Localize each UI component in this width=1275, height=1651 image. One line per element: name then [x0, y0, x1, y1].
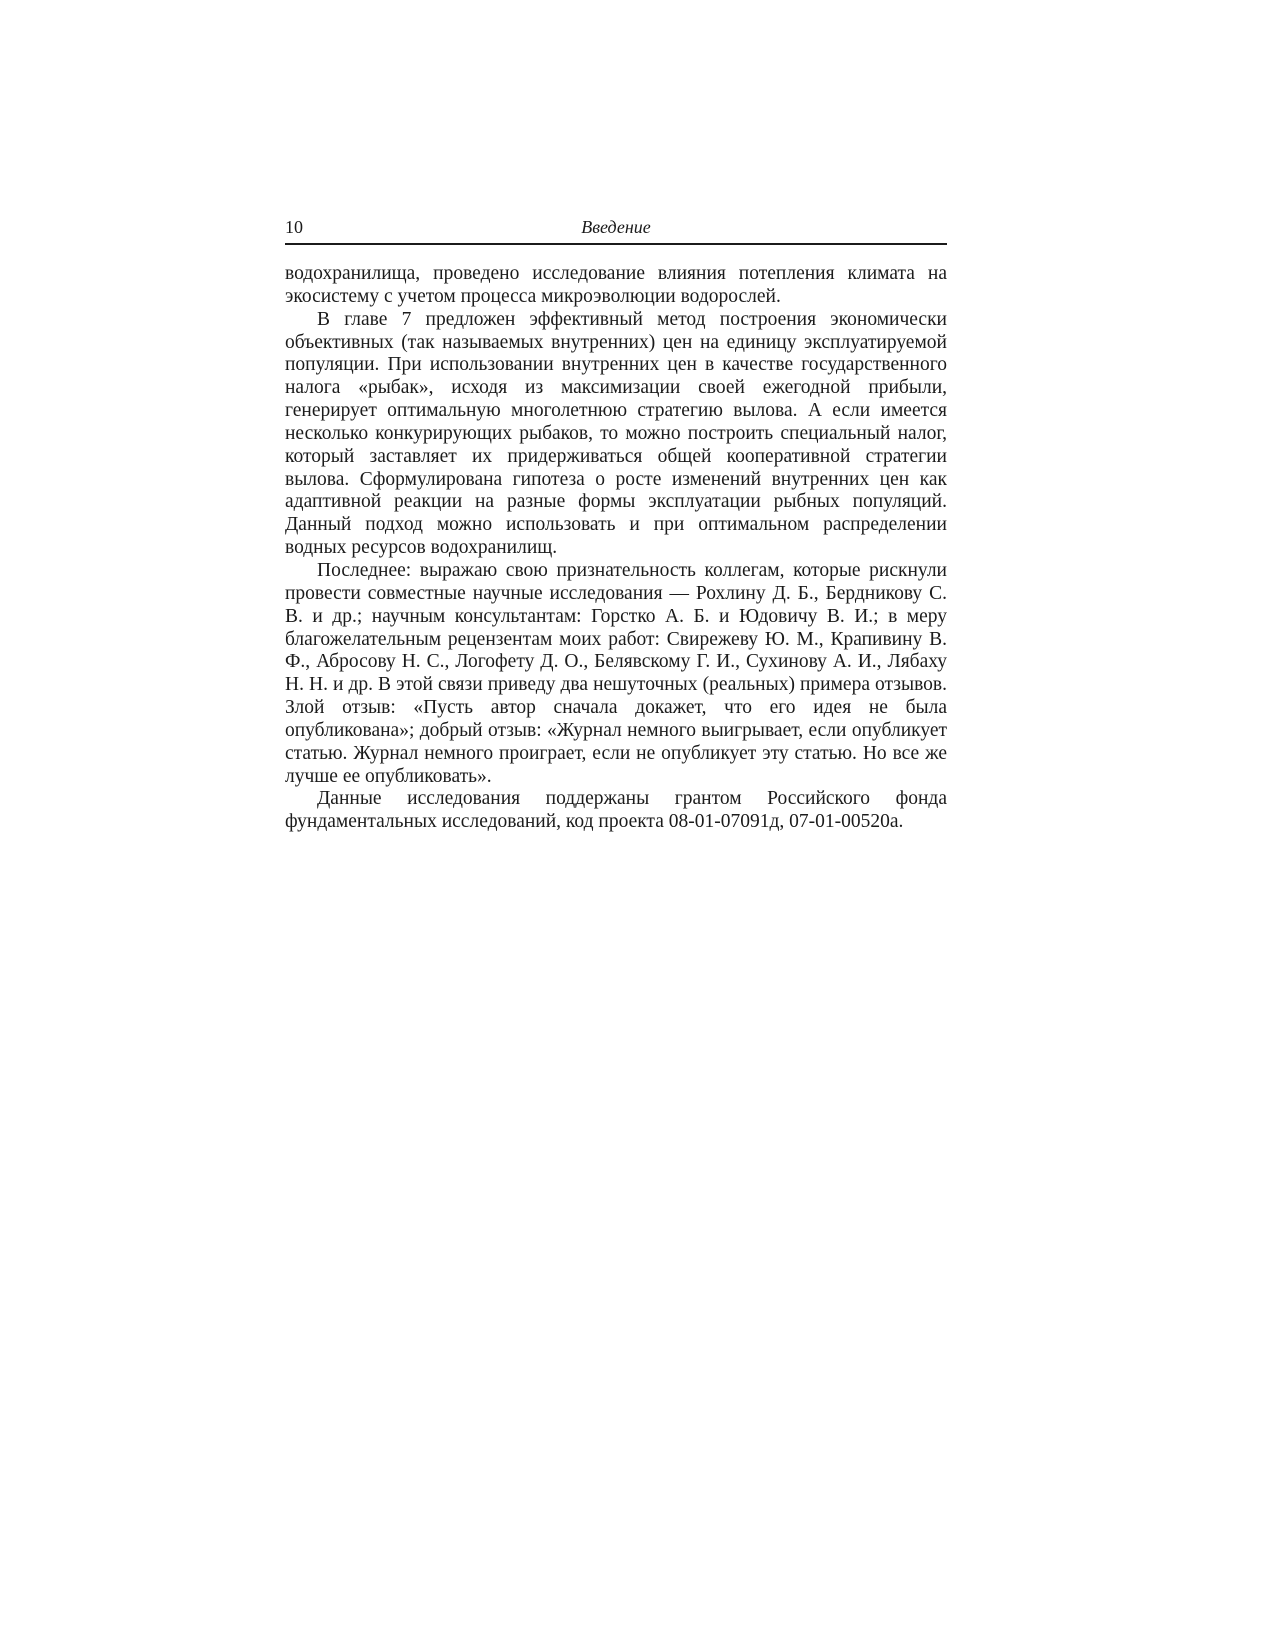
paragraph-chapter-7: В главе 7 предложен эффективный метод построения экономически объективных (так называемых внутренних) цен на единицу эксплуатируемой популяции. При использовании внутренних цен в качестве государственного налога «рыбак», исходя из максимизации своей ежегодной прибыли, генерирует оптимальную многолетнюю стратегию вылова. А если имеется несколько конкурирующих рыбаков, то можно построить специальный налог, который заставляет их придерживаться общей кооперативной стратегии вылова. Сформулирована гипотеза о росте изменений внутренних цен как адаптивной реакции на разные формы эксплуатации рыбных популяций. Данный подход можно использовать и при оптимальном распределении водных ресурсов водохранилищ. [285, 308, 947, 559]
paragraph-continuation: водохранилища, проведено исследование влияния потепления климата на экосистему с учетом процесса микроэволюции водорослей. [285, 263, 947, 307]
paragraph-acknowledgements: Последнее: выражаю свою признательность коллегам, которые рискнули провести совместные научные исследования — Рохлину Д. Б., Бердникову С. В. и др.; научным консультантам: Горстко А. Б. и Юдовичу В. И.; в меру благожелательным рецензентам моих работ: Свирежеву Ю. М., Крапивину В. Ф., Абросову Н. С., Логофету Д. О., Белявскому Г. И., Сухинову А. И., Лябаху Н. Н. и др. В этой связи приведу два нешуточных (реальных) примера отзывов. Злой отзыв: «Пусть автор сначала докажет, что его идея не была опубликована»; добрый отзыв: «Журнал немного выигрывает, если опубликует статью. Журнал немного проиграет, если не опубликует эту статью. Но все же лучше ее опубликовать». [285, 559, 947, 787]
page-number: 10 [285, 217, 303, 237]
running-head [285, 213, 947, 245]
running-title: Введение [581, 217, 651, 237]
body-text [285, 263, 947, 834]
paragraph-grant: Данные исследования поддержаны грантом Российского фонда фундаментальных исследований, код проекта 08-01-07091д, 07-01-00520а. [285, 788, 947, 833]
